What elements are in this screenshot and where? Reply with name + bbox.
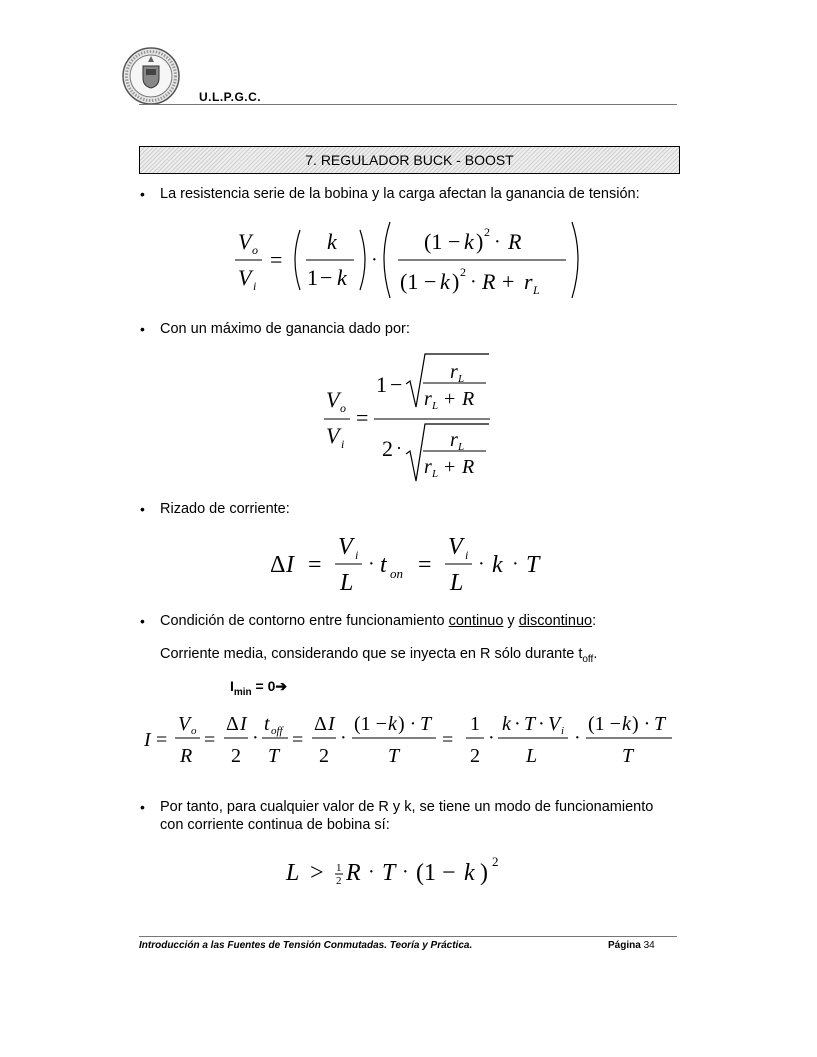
svg-text:T: T — [382, 860, 396, 886]
continuous-term: continuo — [448, 613, 504, 629]
average-current-end: . — [593, 646, 598, 662]
svg-text:t: t — [264, 713, 270, 735]
svg-text:=: = — [270, 247, 283, 272]
svg-text:−: − — [448, 229, 461, 254]
svg-text:2: 2 — [492, 854, 499, 869]
svg-text:·: · — [512, 553, 519, 575]
svg-text:=: = — [356, 405, 369, 430]
svg-text:(1: (1 — [400, 269, 419, 294]
footer-rule — [139, 936, 677, 937]
imin-value: = 0➔ — [251, 678, 288, 694]
svg-text:o: o — [191, 725, 197, 737]
svg-text:2: 2 — [336, 875, 342, 887]
svg-text:2: 2 — [484, 225, 490, 239]
svg-text:V: V — [326, 387, 340, 412]
svg-text:V: V — [338, 534, 353, 560]
svg-text:t: t — [380, 552, 387, 578]
svg-text:=: = — [442, 729, 454, 751]
svg-text:+: + — [502, 269, 515, 294]
svg-text:o: o — [340, 401, 346, 415]
svg-text:1: 1 — [376, 372, 387, 397]
svg-text:·: · — [488, 727, 495, 749]
svg-text:L: L — [432, 400, 439, 412]
svg-text:2: 2 — [382, 436, 393, 461]
discontinuous-term: discontinuo — [518, 613, 593, 629]
svg-text:(1 −: (1 − — [354, 713, 387, 735]
average-current-note — [160, 645, 680, 669]
svg-text:R: R — [462, 388, 475, 410]
boundary-prefix: Condición de contorno entre funcionamiento — [160, 613, 449, 629]
imin-condition — [230, 678, 287, 698]
svg-text:L: L — [286, 860, 300, 886]
svg-text:i: i — [253, 279, 257, 293]
svg-text:+: + — [444, 456, 456, 478]
svg-text:T: T — [654, 713, 666, 735]
svg-text:=: = — [418, 552, 432, 578]
svg-text:V: V — [238, 229, 252, 254]
svg-text:·: · — [252, 727, 259, 749]
equation-current-ripple — [268, 532, 558, 605]
svg-text:L: L — [458, 441, 465, 453]
svg-text:R: R — [482, 269, 496, 294]
equation-voltage-gain — [228, 216, 588, 309]
equation-max-gain — [320, 350, 500, 490]
university-seal — [121, 46, 181, 106]
svg-text:2: 2 — [319, 745, 329, 767]
bullet-current-ripple: • Rizado de corriente: — [160, 500, 680, 518]
footer-page — [608, 940, 655, 951]
svg-text:k: k — [388, 713, 397, 735]
bullet-continuous-mode: • Por tanto, para cualquier valor de R y k, se tiene un modo de funcionamiento con corriente continua de bobina sí: — [160, 798, 680, 834]
imin-i: I — [230, 678, 234, 694]
svg-text:·: · — [368, 553, 375, 575]
svg-text:T: T — [526, 552, 540, 578]
svg-text:1: 1 — [307, 265, 318, 290]
equation-inductance-condition — [284, 850, 544, 899]
page-label: Página — [608, 940, 641, 951]
svg-text:Δ: Δ — [270, 552, 286, 578]
svg-text:I: I — [240, 713, 247, 735]
svg-text:2: 2 — [460, 265, 466, 279]
svg-text:k: k — [622, 713, 631, 735]
svg-text:>: > — [310, 860, 324, 886]
svg-text:) ·: ) · — [398, 713, 417, 735]
svg-text:r: r — [424, 388, 432, 410]
svg-text:i: i — [341, 437, 345, 451]
svg-text:R: R — [508, 229, 522, 254]
svg-text:T: T — [420, 713, 432, 735]
svg-text:I: I — [144, 729, 151, 751]
svg-text:): ) — [476, 229, 484, 254]
svg-text:k: k — [440, 269, 450, 294]
svg-text:=: = — [156, 729, 168, 751]
svg-text:−: − — [424, 269, 437, 294]
svg-text:T: T — [622, 745, 634, 767]
svg-text:L: L — [432, 468, 439, 480]
boundary-suffix: : — [592, 613, 597, 629]
svg-text:2: 2 — [231, 745, 241, 767]
svg-text:L: L — [533, 283, 540, 297]
svg-text:T: T — [388, 745, 400, 767]
svg-text:V: V — [448, 534, 463, 560]
bullet-gain-effect: • La resistencia serie de la bobina y la carga afectan la ganancia de tensión: — [160, 185, 680, 203]
svg-text:I: I — [328, 713, 335, 735]
svg-text:−: − — [442, 860, 456, 886]
svg-text:V: V — [178, 713, 191, 735]
svg-text:i: i — [465, 548, 469, 562]
svg-text:·: · — [574, 727, 581, 749]
equation-average-current — [140, 710, 680, 775]
svg-text:·: · — [538, 713, 545, 735]
svg-text:·: · — [371, 249, 378, 271]
svg-text:V: V — [238, 265, 252, 290]
svg-text:k: k — [327, 229, 337, 254]
svg-text:+: + — [444, 388, 456, 410]
svg-text:on: on — [390, 566, 403, 581]
bullet-max-gain: • Con un máximo de ganancia dado por: — [160, 320, 680, 338]
svg-text:k: k — [337, 265, 347, 290]
svg-text:·: · — [396, 438, 402, 458]
svg-text:Δ: Δ — [314, 713, 327, 735]
svg-text:(1: (1 — [424, 229, 443, 254]
page-number: 34 — [643, 940, 655, 951]
header-rule — [139, 104, 677, 105]
svg-text:off: off — [271, 725, 283, 737]
svg-text:) ·: ) · — [632, 713, 651, 735]
svg-text:(1: (1 — [416, 860, 436, 886]
svg-text:k: k — [464, 860, 475, 886]
svg-text:o: o — [252, 243, 258, 257]
svg-text:L: L — [526, 745, 538, 767]
svg-text:1: 1 — [336, 862, 342, 874]
svg-text:): ) — [480, 860, 488, 886]
institution-label: U.L.P.G.C. — [199, 90, 262, 104]
svg-text:i: i — [355, 548, 359, 562]
svg-text:1: 1 — [470, 713, 480, 735]
svg-text:k: k — [464, 229, 474, 254]
svg-text:·: · — [494, 231, 501, 253]
svg-text:R: R — [462, 456, 475, 478]
footer-book-title: Introducción a las Fuentes de Tensión Conmutadas. Teoría y Práctica. — [139, 940, 473, 951]
svg-text:R: R — [346, 860, 361, 886]
svg-text:k: k — [502, 713, 511, 735]
svg-text:=: = — [204, 729, 216, 751]
svg-text:·: · — [478, 553, 485, 575]
toff-subscript: off — [582, 653, 594, 665]
svg-text:T: T — [524, 713, 536, 735]
svg-text:·: · — [402, 861, 409, 883]
boundary-mid: y — [503, 613, 519, 629]
svg-text:i: i — [561, 725, 565, 737]
svg-text:=: = — [308, 552, 322, 578]
svg-text:·: · — [514, 713, 521, 735]
svg-text:V: V — [548, 713, 561, 735]
svg-text:L: L — [458, 373, 465, 385]
svg-text:V: V — [326, 423, 340, 448]
svg-text:L: L — [450, 570, 464, 596]
svg-text:·: · — [470, 271, 477, 293]
svg-text:r: r — [424, 456, 432, 478]
svg-text:T: T — [268, 745, 280, 767]
svg-text:=: = — [292, 729, 304, 751]
imin-subscript: min — [233, 686, 252, 698]
svg-text:(1 −: (1 − — [588, 713, 621, 735]
section-title: 7. REGULADOR BUCK - BOOST — [139, 146, 680, 174]
svg-text:·: · — [340, 727, 347, 749]
svg-text:·: · — [368, 861, 375, 883]
svg-text:Δ: Δ — [226, 713, 239, 735]
average-current-text: Corriente media, considerando que se inyecta en R sólo durante t — [160, 646, 583, 662]
svg-text:r: r — [524, 269, 533, 294]
svg-text:−: − — [320, 265, 333, 290]
svg-text:2: 2 — [470, 745, 480, 767]
svg-text:): ) — [452, 269, 460, 294]
svg-text:k: k — [492, 552, 503, 578]
svg-text:I: I — [286, 552, 294, 578]
bullet-boundary-condition — [160, 612, 680, 630]
svg-text:r: r — [450, 429, 458, 451]
svg-text:L: L — [340, 570, 354, 596]
svg-text:R: R — [180, 745, 193, 767]
svg-text:−: − — [390, 372, 403, 397]
svg-text:r: r — [450, 361, 458, 383]
